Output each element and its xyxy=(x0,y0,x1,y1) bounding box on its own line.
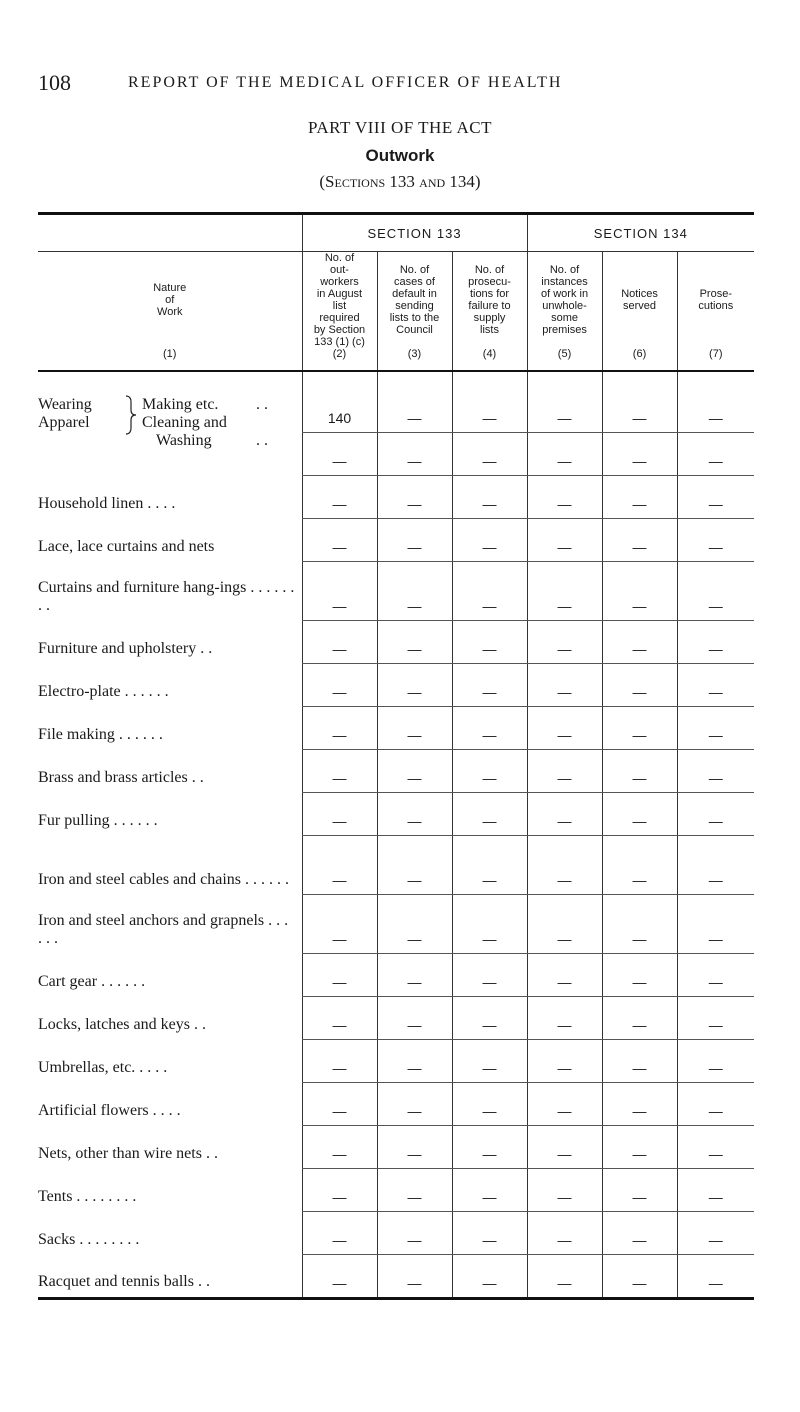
row-label: Lace, lace curtains and nets xyxy=(38,537,215,555)
table-cell: — xyxy=(377,836,452,895)
part-title: PART VIII OF THE ACT xyxy=(307,118,493,137)
table-row xyxy=(38,793,754,836)
table-cell: — xyxy=(302,621,377,664)
table-cell: — xyxy=(602,1255,677,1299)
table-cell: — xyxy=(602,707,677,750)
table-cell: — xyxy=(677,895,754,954)
table-row xyxy=(38,1040,754,1083)
table-cell: — xyxy=(377,1126,452,1169)
section-134-header: SECTION 134 xyxy=(527,214,754,252)
table-cell: — xyxy=(602,1212,677,1255)
table-cell: — xyxy=(302,793,377,836)
table-cell: — xyxy=(677,1083,754,1126)
table-cell: — xyxy=(527,997,602,1040)
table-row xyxy=(38,519,754,562)
table-row xyxy=(38,621,754,664)
table-cell: — xyxy=(302,1255,377,1299)
table-cell: — xyxy=(602,997,677,1040)
table-cell: — xyxy=(527,1040,602,1083)
row-label: Cart gear . . . . . . xyxy=(38,972,146,990)
table-cell: — xyxy=(527,1083,602,1126)
table-cell: — xyxy=(677,707,754,750)
table-cell: — xyxy=(377,997,452,1040)
row-label: Sacks . . . . . . . . xyxy=(38,1230,140,1248)
column-header-line: Work xyxy=(157,306,183,318)
column-header-line: failure to xyxy=(468,300,511,312)
row-label: Curtains and furniture hang-ings . . . . . . . . xyxy=(38,578,295,614)
column-header-line: premises xyxy=(542,324,587,336)
table-cell: — xyxy=(677,1169,754,1212)
table-cell: — xyxy=(602,895,677,954)
table-cell: — xyxy=(302,954,377,997)
page-number: 108 xyxy=(38,70,71,95)
column-header-line: Notices xyxy=(621,288,658,300)
table-cell: — xyxy=(452,664,527,707)
table-cell: — xyxy=(302,1126,377,1169)
leader-dots: . . xyxy=(256,396,268,413)
table-cell: — xyxy=(677,433,754,476)
table-cell: — xyxy=(527,562,602,621)
table-cell: — xyxy=(377,1255,452,1299)
row-label: Racquet and tennis balls . . xyxy=(38,1255,302,1299)
table-cell: — xyxy=(377,793,452,836)
table-cell: — xyxy=(452,1126,527,1169)
table-cell: — xyxy=(677,836,754,895)
table-cell: — xyxy=(602,1126,677,1169)
table-cell: — xyxy=(677,1040,754,1083)
group-header-row xyxy=(38,214,754,252)
column-header-line: 133 (1) (c) xyxy=(314,336,365,348)
row-label: Household linen . . . . xyxy=(38,494,176,512)
column-number-row xyxy=(38,348,754,371)
table-cell: — xyxy=(602,433,677,476)
table-cell: — xyxy=(677,1212,754,1255)
wearing-apparel-group-label xyxy=(38,396,92,432)
column-header-3 xyxy=(377,252,452,349)
table-cell: — xyxy=(452,1212,527,1255)
table-cell: — xyxy=(302,1040,377,1083)
column-number-6: (6) xyxy=(602,348,677,371)
column-header-7 xyxy=(677,252,754,349)
table-cell: — xyxy=(377,519,452,562)
table-row xyxy=(38,562,754,621)
table-cell: — xyxy=(377,433,452,476)
table-cell: — xyxy=(452,1169,527,1212)
section-133-header: SECTION 133 xyxy=(302,214,527,252)
table-cell: — xyxy=(527,836,602,895)
table-cell: — xyxy=(677,664,754,707)
table-row xyxy=(38,1255,754,1299)
table-row xyxy=(38,1169,754,1212)
wearing-apparel-label xyxy=(38,390,302,476)
table-cell: — xyxy=(302,433,377,476)
table-cell: — xyxy=(602,750,677,793)
table-cell: — xyxy=(677,562,754,621)
row-label: Tents . . . . . . . . xyxy=(38,1187,137,1205)
table-cell: — xyxy=(527,1255,602,1299)
table-cell: — xyxy=(452,707,527,750)
table-cell: — xyxy=(377,562,452,621)
table-cell: — xyxy=(602,390,677,433)
column-header-line: lists to the xyxy=(389,312,440,324)
table-cell: — xyxy=(377,476,452,519)
row-label: Artificial flowers . . . . xyxy=(38,1101,181,1119)
table-cell: — xyxy=(377,390,452,433)
column-header-line: sending xyxy=(395,300,434,312)
column-header-line: workers xyxy=(320,276,359,288)
column-header-line: Council xyxy=(396,324,433,336)
table-cell: — xyxy=(452,793,527,836)
running-head xyxy=(38,70,738,100)
row-label: Iron and steel cables and chains . . . . . . xyxy=(38,870,290,888)
table-cell: — xyxy=(302,836,377,895)
table-cell: — xyxy=(452,621,527,664)
table-cell: — xyxy=(302,707,377,750)
column-number-1: (1) xyxy=(38,348,302,371)
table-cell: — xyxy=(602,793,677,836)
table-cell: — xyxy=(452,390,527,433)
table-cell: — xyxy=(452,476,527,519)
table-row xyxy=(38,1126,754,1169)
table-cell: — xyxy=(377,1040,452,1083)
column-header-line: out- xyxy=(330,264,349,276)
table-cell: — xyxy=(527,1212,602,1255)
table-cell: — xyxy=(527,707,602,750)
table-cell: — xyxy=(302,895,377,954)
table-cell: — xyxy=(527,954,602,997)
column-number-3: (3) xyxy=(377,348,452,371)
table-cell: — xyxy=(302,1083,377,1126)
table-cell: — xyxy=(527,1126,602,1169)
column-header-2 xyxy=(302,252,377,349)
table-cell: — xyxy=(452,997,527,1040)
table-cell: — xyxy=(602,1169,677,1212)
row-label: Nets, other than wire nets . . xyxy=(38,1144,218,1162)
table-row xyxy=(38,954,754,997)
table-cell: — xyxy=(602,476,677,519)
table-cell: — xyxy=(527,1169,602,1212)
table-cell: — xyxy=(377,750,452,793)
column-header-line: No. of xyxy=(474,264,505,276)
table-cell: — xyxy=(527,895,602,954)
table-cell: — xyxy=(602,1083,677,1126)
table-cell: — xyxy=(602,1040,677,1083)
table-cell: — xyxy=(602,621,677,664)
table-cell: — xyxy=(452,433,527,476)
column-header-line: served xyxy=(623,300,657,312)
column-header-line: prosecu- xyxy=(468,276,511,288)
column-header-row xyxy=(38,252,754,349)
table-cell: — xyxy=(602,562,677,621)
table-cell: — xyxy=(527,519,602,562)
row-label: Umbrellas, etc. . . . . xyxy=(38,1058,168,1076)
column-header-line: cases of xyxy=(394,276,435,288)
table-cell: — xyxy=(302,997,377,1040)
table-cell: — xyxy=(452,1083,527,1126)
table-cell: — xyxy=(452,1040,527,1083)
table-cell: — xyxy=(602,954,677,997)
table-cell: — xyxy=(527,664,602,707)
table-cell: — xyxy=(677,793,754,836)
column-header-line: instances xyxy=(541,276,588,288)
table-cell: — xyxy=(452,750,527,793)
section-references: (Sections 133 and 134) xyxy=(319,172,481,191)
washing-label: Washing xyxy=(156,432,212,449)
column-header-line: No. of xyxy=(549,264,580,276)
row-label: Brass and brass articles . . xyxy=(38,768,204,786)
column-header-line: lists xyxy=(480,324,499,336)
leader-dots: . . xyxy=(256,432,268,449)
outwork-table xyxy=(38,212,754,1300)
table-row xyxy=(38,390,754,433)
table-cell: — xyxy=(677,476,754,519)
column-header-line: default in xyxy=(392,288,437,300)
row-label: Electro-plate . . . . . . xyxy=(38,682,169,700)
column-header-6 xyxy=(602,252,677,349)
table-cell: — xyxy=(452,1255,527,1299)
column-header-4 xyxy=(452,252,527,349)
table-cell: — xyxy=(602,836,677,895)
column-header-line: some xyxy=(551,312,578,324)
running-title: REPORT OF THE MEDICAL OFFICER OF HEALTH xyxy=(128,74,563,91)
table-cell: — xyxy=(602,519,677,562)
wearing-label: Wearing xyxy=(38,396,92,413)
table-cell: — xyxy=(452,895,527,954)
spacer-row xyxy=(38,371,754,390)
table-cell: — xyxy=(527,750,602,793)
column-number-5: (5) xyxy=(527,348,602,371)
column-header-line: of xyxy=(165,294,175,306)
table-cell: — xyxy=(377,1083,452,1126)
table-row xyxy=(38,664,754,707)
table-cell: — xyxy=(527,476,602,519)
row-label: File making . . . . . . xyxy=(38,725,163,743)
table-cell: — xyxy=(527,793,602,836)
row-label: Iron and steel anchors and grapnels . . . . . . xyxy=(38,911,289,947)
table-row xyxy=(38,836,754,895)
column-header-line: list xyxy=(332,300,347,312)
table-row xyxy=(38,997,754,1040)
column-header-line: Prose- xyxy=(699,288,732,300)
column-header-line: No. of xyxy=(399,264,430,276)
table-cell: — xyxy=(302,562,377,621)
column-number-2: (2) xyxy=(302,348,377,371)
table-cell: — xyxy=(302,1169,377,1212)
table-cell: — xyxy=(377,664,452,707)
column-header-line: Nature xyxy=(153,282,187,294)
table-row xyxy=(38,895,754,954)
table-cell: — xyxy=(677,1126,754,1169)
table-row xyxy=(38,750,754,793)
table-row xyxy=(38,707,754,750)
table-row xyxy=(38,1212,754,1255)
table-cell: — xyxy=(302,1212,377,1255)
nature-group-blank xyxy=(38,214,302,252)
brace-icon xyxy=(124,394,138,436)
table-cell: — xyxy=(677,954,754,997)
table-cell: — xyxy=(377,954,452,997)
column-header-line: required xyxy=(319,312,360,324)
table-cell: — xyxy=(377,1212,452,1255)
column-header-line: tions for xyxy=(469,288,510,300)
table-cell: — xyxy=(452,519,527,562)
table-cell: — xyxy=(377,621,452,664)
column-header-line: No. of xyxy=(324,252,355,264)
column-header-line: unwhole- xyxy=(542,300,587,312)
table-cell: — xyxy=(377,707,452,750)
table-cell: — xyxy=(602,664,677,707)
column-header-1 xyxy=(38,252,302,349)
table-cell: — xyxy=(677,621,754,664)
table-cell: — xyxy=(677,750,754,793)
section-subtitle: Outwork xyxy=(365,146,435,165)
making-label: Making etc. xyxy=(142,396,219,413)
table-cell: — xyxy=(302,476,377,519)
table-body xyxy=(38,371,754,1299)
table-row xyxy=(38,1083,754,1126)
table-row xyxy=(38,476,754,519)
column-header-line: supply xyxy=(473,312,506,324)
table-cell: — xyxy=(677,390,754,433)
table-cell: — xyxy=(302,750,377,793)
column-header-line: in August xyxy=(316,288,363,300)
apparel-label: Apparel xyxy=(38,414,90,431)
table-cell: — xyxy=(527,390,602,433)
column-number-7: (7) xyxy=(677,348,754,371)
table-cell: — xyxy=(677,1255,754,1299)
table-cell: — xyxy=(677,997,754,1040)
cleaning-label: Cleaning and xyxy=(142,414,227,431)
row-label: Fur pulling . . . . . . xyxy=(38,811,158,829)
row-label: Locks, latches and keys . . xyxy=(38,1015,206,1033)
column-header-line: cutions xyxy=(698,300,734,312)
table-cell: — xyxy=(677,519,754,562)
table-cell: 140 xyxy=(302,390,377,433)
row-label: Furniture and upholstery . . xyxy=(38,639,213,657)
column-header-5 xyxy=(527,252,602,349)
table-cell: — xyxy=(527,621,602,664)
table-cell: — xyxy=(452,562,527,621)
table-cell: — xyxy=(302,664,377,707)
table-cell: — xyxy=(452,954,527,997)
table-cell: — xyxy=(377,895,452,954)
column-number-4: (4) xyxy=(452,348,527,371)
table-cell: — xyxy=(452,836,527,895)
table-cell: — xyxy=(377,1169,452,1212)
column-header-line: of work in xyxy=(540,288,589,300)
column-header-line: by Section xyxy=(313,324,366,336)
table-cell: — xyxy=(527,433,602,476)
table-cell: — xyxy=(302,519,377,562)
